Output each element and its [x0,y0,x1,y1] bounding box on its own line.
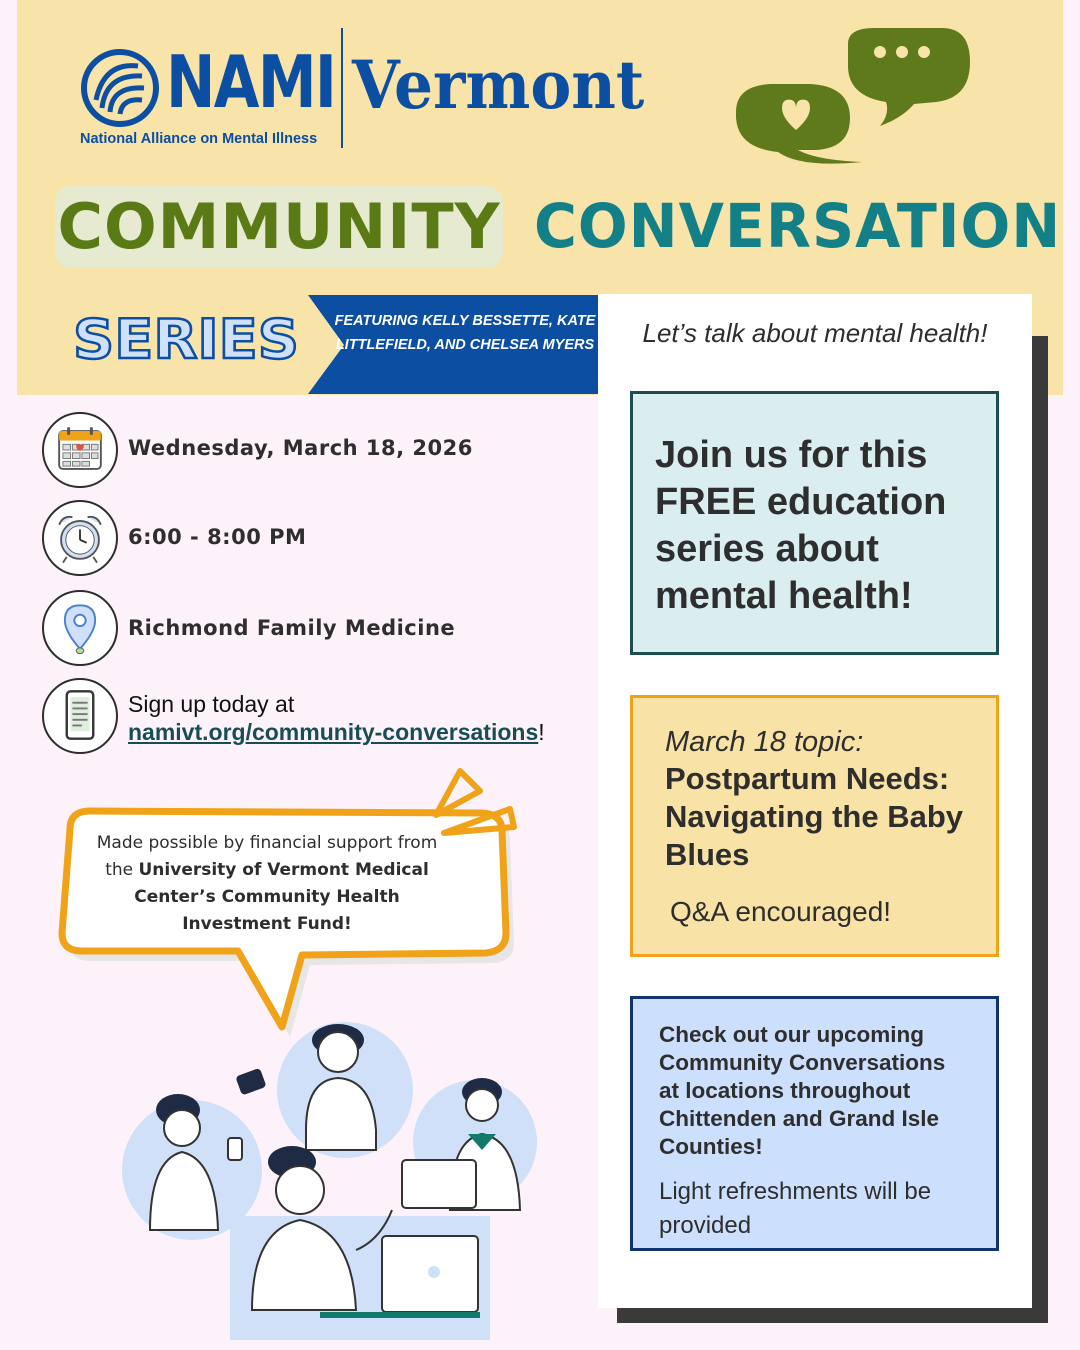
title-series [68,306,304,368]
event-date: Wednesday, March 18, 2026 [128,436,473,460]
title-community: COMMUNITY [57,190,501,263]
support-text-a: Made possible by financial support from the [96,833,438,880]
upcoming-headline: Check out our upcoming Community Conversations at locations throughout Chittenden and Grand Isle Counties! [659,1022,946,1159]
event-location: Richmond Family Medicine [128,616,456,640]
phone-icon [42,678,118,754]
logo-divider [341,28,343,148]
signup-prefix: Sign up today at [128,691,295,717]
signup-suffix: ! [538,719,545,745]
topic-title: Postpartum Needs: Navigating the Baby Blues [665,761,963,872]
chat-bubbles-icon [730,22,980,172]
map-pin-icon [42,590,118,666]
logo-wordmark: NAMI [166,40,336,124]
qa-note: Q&A encouraged! [670,896,892,927]
calendar-icon [42,412,118,488]
support-text-bold: University of Vermont Medical Center’s Community Health Investment Fund! [134,860,429,934]
topic-label: March 18 topic: [665,726,864,758]
event-time: 6:00 - 8:00 PM [128,525,307,549]
refreshments-note: Light refreshments will be provided [659,1178,932,1239]
nami-swirl-icon [80,48,160,128]
featuring-text: FEATURING KELLY BESSETTE, KATE LITTLEFIELD, AND CHELSEA MYERS [334,313,596,353]
logo-tagline: National Alliance on Mental Illness [80,131,318,147]
topic-box [630,695,999,957]
support-text [82,830,452,938]
title-community-pill [55,186,503,268]
signup-block [128,690,545,746]
signup-link[interactable]: namivt.org/community-conversations [128,719,539,745]
free-series-box [630,391,999,655]
logo-state: Vermont [352,46,645,124]
people-illustration [120,1010,580,1340]
alarm-clock-icon [42,500,118,576]
free-series-text: Join us for this FREE education series about mental health! [655,434,947,617]
title-conversation: CONVERSATION [534,191,1062,262]
series-text: SERIES [73,308,299,368]
tagline: Let’s talk about mental health! [642,318,988,348]
upcoming-box [630,996,999,1251]
nami-vermont-logo [80,28,700,150]
